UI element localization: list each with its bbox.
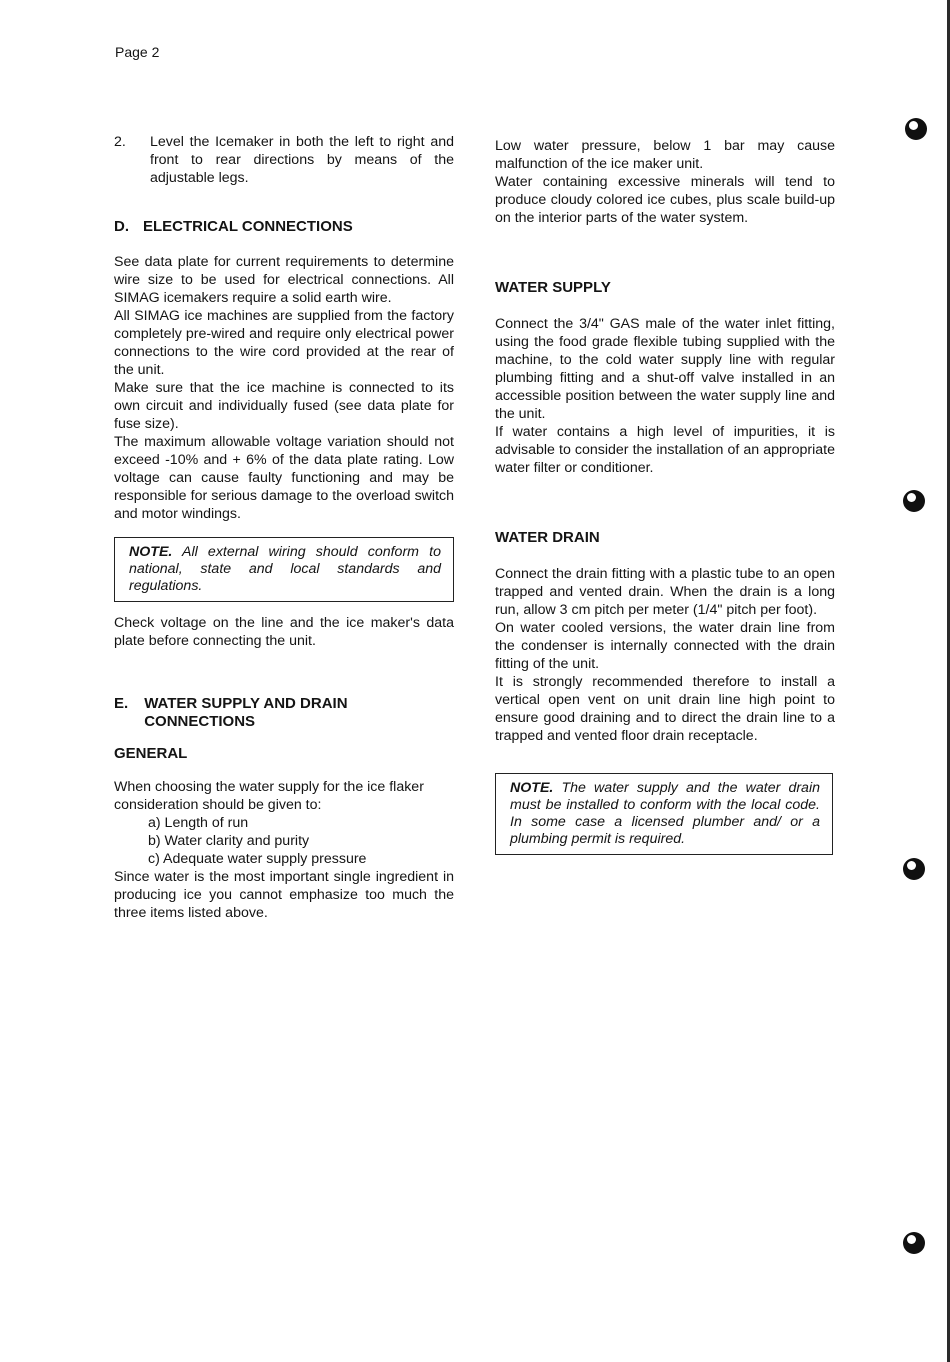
- electrical-paragraph-4: The maximum allowable voltage variation should not exceed -10% and + 6% of the data plate rating. Low voltage can cause faulty functioning and may be responsible for serious damage to the overload switch and motor windings.: [114, 434, 454, 522]
- water-supply-paragraph-2: If water contains a high level of impurities, it is advisable to consider the installation of an appropriate water filter or conditioner.: [495, 424, 835, 476]
- section-e-title-line-1: WATER SUPPLY AND DRAIN: [144, 695, 348, 712]
- electrical-paragraph-2: All SIMAG ice machines are supplied from the factory completely pre-wired and require only electrical power connections to the wire cord provided at the rear of the unit.: [114, 308, 454, 378]
- section-e-heading: [114, 695, 454, 731]
- binder-hole-mark: [903, 1232, 925, 1254]
- section-e-title-line-2: CONNECTIONS: [144, 713, 256, 730]
- electrical-paragraph-1: See data plate for current requirements to determine wire size to be used for electrical connections. All SIMAG icemakers require a solid earth wire.: [114, 254, 454, 306]
- step-2-number: 2.: [114, 134, 126, 150]
- section-d-heading: [114, 218, 454, 236]
- electrical-paragraph-3: Make sure that the ice machine is connected to its own circuit and individually fused (see data plate for fuse size).: [114, 380, 454, 432]
- check-voltage-text: Check voltage on the line and the ice maker's data plate before connecting the unit.: [114, 615, 454, 649]
- water-drain-heading: WATER DRAIN: [495, 529, 600, 546]
- low-pressure-text: Low water pressure, below 1 bar may cause malfunction of the ice maker unit.: [495, 138, 835, 172]
- section-e-letter: E.: [114, 695, 129, 712]
- consideration-list: [114, 814, 454, 868]
- general-intro: When choosing the water supply for the ice flaker consideration should be given to:: [114, 779, 424, 813]
- closing-paragraph: Since water is the most important single ingredient in producing ice you cannot emphasize too much the three items listed above.: [114, 869, 454, 921]
- water-supply-paragraph-1: Connect the 3/4" GAS male of the water inlet fitting, using the food grade flexible tubing supplied with the machine, to the cold water supply line with regular plumbing fitting and a shut-off valve installed in an accessible position between the water supply line and the unit.: [495, 316, 835, 422]
- list-item: c) Adequate water supply pressure: [148, 851, 367, 867]
- water-note-box: [495, 773, 833, 855]
- section-d-letter: D.: [114, 218, 129, 235]
- minerals-text: Water containing excessive minerals will tend to produce cloudy colored ice cubes, plus scale build-up on the interior parts of the water system.: [495, 174, 835, 226]
- page-number: Page 2: [115, 44, 160, 60]
- note-label: NOTE.: [510, 780, 554, 796]
- wiring-note-box: [114, 537, 454, 602]
- right-column: [495, 133, 835, 855]
- list-item: a) Length of run: [148, 815, 249, 831]
- note-text: All external wiring should conform to national, state and local standards and regulations.: [129, 544, 441, 594]
- water-drain-paragraph-3: It is strongly recommended therefore to install a vertical open vent on unit drain line high point to ensure good draining and to direct the drain line to a trapped and vented floor drain receptacle.: [495, 674, 835, 744]
- note-text: The water supply and the water drain must be installed to conform with the local code. In some case a licensed plumber and/ or a plumbing permit is required.: [510, 780, 820, 847]
- list-item: b) Water clarity and purity: [148, 833, 310, 849]
- binder-hole-mark: [905, 118, 927, 140]
- section-d-title: ELECTRICAL CONNECTIONS: [143, 218, 353, 235]
- binder-hole-mark: [903, 490, 925, 512]
- note-label: NOTE.: [129, 544, 173, 560]
- step-2: [114, 133, 454, 187]
- water-drain-paragraph-1: Connect the drain fitting with a plastic tube to an open trapped and vented drain. When the drain is a long run, allow 3 cm pitch per meter (1/4" pitch per foot).: [495, 566, 835, 618]
- water-supply-heading: WATER SUPPLY: [495, 279, 611, 296]
- step-2-text: Level the Icemaker in both the left to right and front to rear directions by means of the adjustable legs.: [150, 134, 454, 186]
- binder-hole-mark: [903, 858, 925, 880]
- water-drain-paragraph-2: On water cooled versions, the water drain line from the condenser is internally connected with the drain fitting of the unit.: [495, 620, 835, 672]
- left-column: [114, 133, 454, 922]
- general-heading: GENERAL: [114, 745, 188, 762]
